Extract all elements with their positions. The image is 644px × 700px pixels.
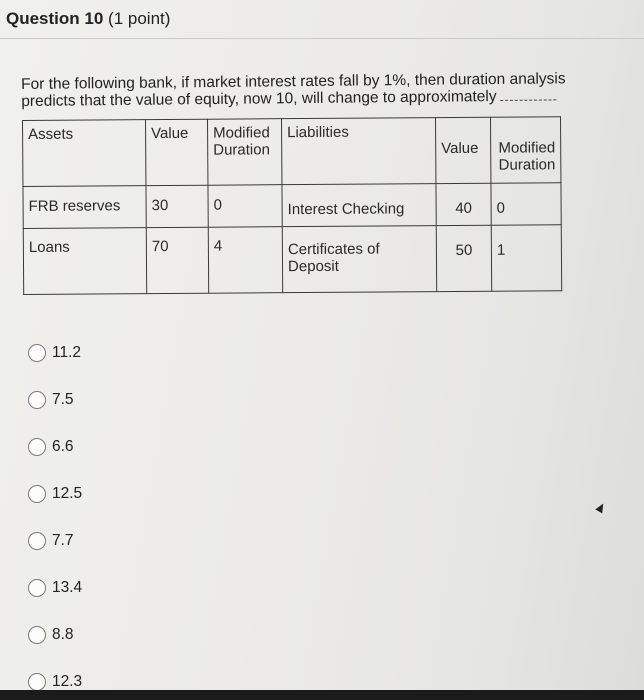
radio-button[interactable] xyxy=(28,391,46,409)
answer-option-label: 6.6 xyxy=(52,438,74,455)
table-cell: 70 xyxy=(146,227,208,293)
radio-button[interactable] xyxy=(28,579,46,597)
radio-button[interactable] xyxy=(28,344,46,362)
table-cell: 4 xyxy=(208,227,282,294)
answer-option[interactable] xyxy=(28,485,82,503)
header-liabilities: Liabilities xyxy=(281,118,435,185)
table-cell: 0 xyxy=(491,183,561,225)
answer-option[interactable] xyxy=(28,579,82,597)
radio-button[interactable] xyxy=(28,673,46,691)
table-cell: FRB reserves xyxy=(23,186,146,229)
question-points: (1 point) xyxy=(108,9,171,28)
header-liability-value: Value xyxy=(435,117,490,183)
table-cell: Loans xyxy=(23,228,146,295)
answer-option-label: 12.3 xyxy=(52,673,83,690)
header-asset-value: Value xyxy=(146,119,208,185)
answer-option-label: 13.4 xyxy=(52,579,83,596)
radio-button[interactable] xyxy=(28,438,46,456)
table-cell: 0 xyxy=(208,185,282,228)
question-number: Question 10 xyxy=(6,9,104,28)
bottom-edge-bar xyxy=(0,690,644,700)
header-asset-duration: Modified Duration xyxy=(207,119,281,186)
answer-option[interactable] xyxy=(28,438,74,456)
header-divider xyxy=(0,38,644,39)
balance-sheet-table xyxy=(22,116,562,295)
question-prompt xyxy=(21,70,581,110)
header-assets: Assets xyxy=(23,120,146,187)
answer-option[interactable] xyxy=(28,532,74,550)
answer-blank xyxy=(501,90,557,101)
answer-option[interactable] xyxy=(28,626,74,644)
radio-button[interactable] xyxy=(28,626,46,644)
answer-option[interactable] xyxy=(28,391,74,409)
table-cell: Certificates of Deposit xyxy=(282,226,436,293)
table-cell: 30 xyxy=(146,185,208,227)
balance-sheet-table-wrapper xyxy=(22,116,562,295)
table-row xyxy=(23,225,561,295)
answer-option-label: 8.8 xyxy=(52,626,74,643)
answer-option[interactable] xyxy=(28,673,82,691)
question-prompt-text: For the following bank, if market interest rates fall by 1%, then duration analysis predicts that the value of equity, now 10, will change to approximately xyxy=(21,70,566,110)
header-liability-duration: Modified Duration xyxy=(490,117,560,183)
table-cell: Interest Checking xyxy=(282,184,436,227)
radio-button[interactable] xyxy=(28,532,46,550)
answer-option-label: 11.2 xyxy=(52,344,82,361)
radio-button[interactable] xyxy=(28,485,46,503)
table-row xyxy=(23,183,561,229)
table-cell: 40 xyxy=(436,183,491,225)
answer-option-label: 7.7 xyxy=(52,532,74,549)
table-cell: 1 xyxy=(491,225,561,291)
answer-option-label: 7.5 xyxy=(52,391,74,408)
answer-option[interactable] xyxy=(28,344,81,362)
question-title xyxy=(6,9,170,29)
table-header-row xyxy=(23,117,561,187)
table-cell: 50 xyxy=(436,225,491,291)
mouse-cursor-icon xyxy=(595,502,606,514)
answer-option-label: 12.5 xyxy=(52,485,83,502)
